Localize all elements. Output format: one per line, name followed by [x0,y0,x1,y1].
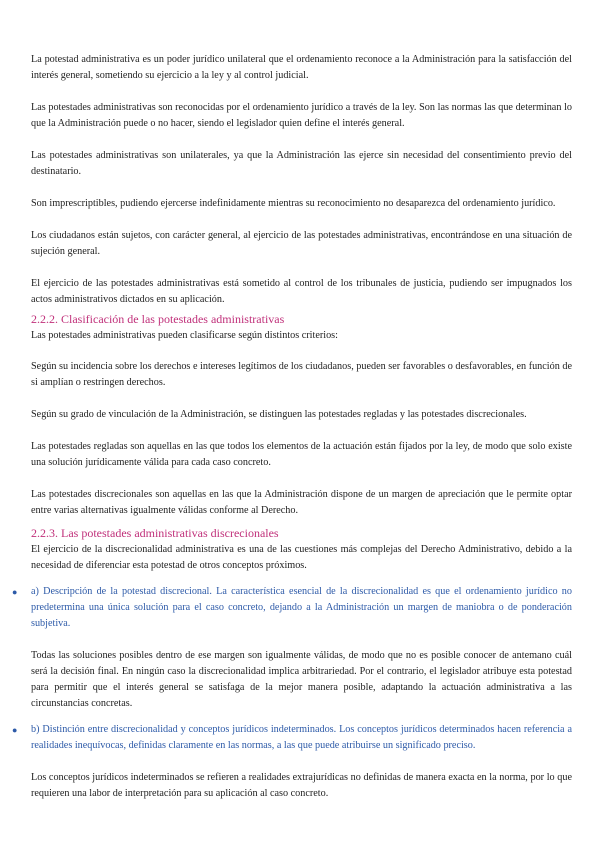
paragraph: Todas las soluciones posibles dentro de ese margen son igualmente válidas, de modo que no es posible conocer de antemano cuál será la decisión final. En ningún caso la discrecionalidad implica arbitrariedad. Por el contrario, el legislador atribuye esta potestad para permitir que el interés general se satisfaga de la mejor manera posible, adaptando la actuación administrativa a las circunstancias concretas. [31,650,572,709]
bullet-text: a) Descripción de la potestad discrecional. La característica esencial de la discrecionalidad es que el ordenamiento jurídico no predetermina una única solución para el caso concreto, dejando a la Administración un margen de maniobra o de ponderación subjetiva. [31,586,572,629]
paragraph: Las potestades discrecionales son aquellas en las que la Administración dispone de un margen de apreciación que le permite optar entre varias alternativas igualmente válidas conforme al Derecho. [31,489,572,516]
section-heading-223: 2.2.3. Las potestades administrativas discrecionales [31,526,279,540]
paragraph: Los ciudadanos están sujetos, con carácter general, al ejercicio de las potestades administrativas, encontrándose en una situación de sujeción general. [31,230,572,257]
paragraph: Las potestades administrativas son reconocidas por el ordenamiento jurídico a través de la ley. Son las normas las que determinan lo que la Administración puede o no hacer, siendo el legislador quien define el interés general. [31,102,572,129]
section-intro: Las potestades administrativas pueden clasificarse según distintos criterios: [31,330,338,341]
bullet-icon: ● [12,725,18,735]
paragraph: La potestad administrativa es un poder jurídico unilateral que el ordenamiento reconoce a la Administración para la satisfacción del interés general, sometiendo su ejercicio a la ley y al control judicial. [31,54,572,81]
paragraph: Las potestades regladas son aquellas en las que todos los elementos de la actuación están fijados por la ley, de modo que solo existe una solución jurídicamente válida para cada caso concreto. [31,441,572,468]
section-heading-222: 2.2.2. Clasificación de las potestades administrativas [31,312,285,326]
paragraph: Son imprescriptibles, pudiendo ejercerse indefinidamente mientras su reconocimiento no desaparezca del ordenamiento jurídico. [31,198,556,209]
section-intro: El ejercicio de la discrecionalidad administrativa es una de las cuestiones más complejas del Derecho Administrativo, debido a la necesidad de diferenciar esta potestad de otros conceptos próximos. [31,544,572,571]
paragraph: Según su grado de vinculación de la Administración, se distinguen las potestades regladas y las potestades discrecionales. [31,409,527,420]
paragraph: Los conceptos jurídicos indeterminados se refieren a realidades extrajurídicas no definidas de manera exacta en la norma, por lo que requieren una labor de interpretación para su aplicación al caso concreto. [31,772,572,799]
bullet-text: b) Distinción entre discrecionalidad y conceptos jurídicos indeterminados. Los conceptos jurídicos determinados hacen referencia a realidades inequívocas, definidas claramente en las normas, a las que puede atribuirse un significado preciso. [31,724,572,751]
paragraph: El ejercicio de las potestades administrativas está sometido al control de los tribunales de justicia, pudiendo ser impugnados los actos administrativos dictados en su aplicación. [31,278,572,305]
paragraph: Las potestades administrativas son unilaterales, ya que la Administración las ejerce sin necesidad del consentimiento previo del destinatario. [31,150,572,177]
bullet-item-b [12,722,572,754]
bullet-icon: ● [12,587,18,597]
bullet-item-a [12,584,572,632]
document-page [12,52,572,802]
paragraph: Según su incidencia sobre los derechos e intereses legítimos de los ciudadanos, pueden ser favorables o desfavorables, en función de si amplían o restringen derechos. [31,361,572,388]
